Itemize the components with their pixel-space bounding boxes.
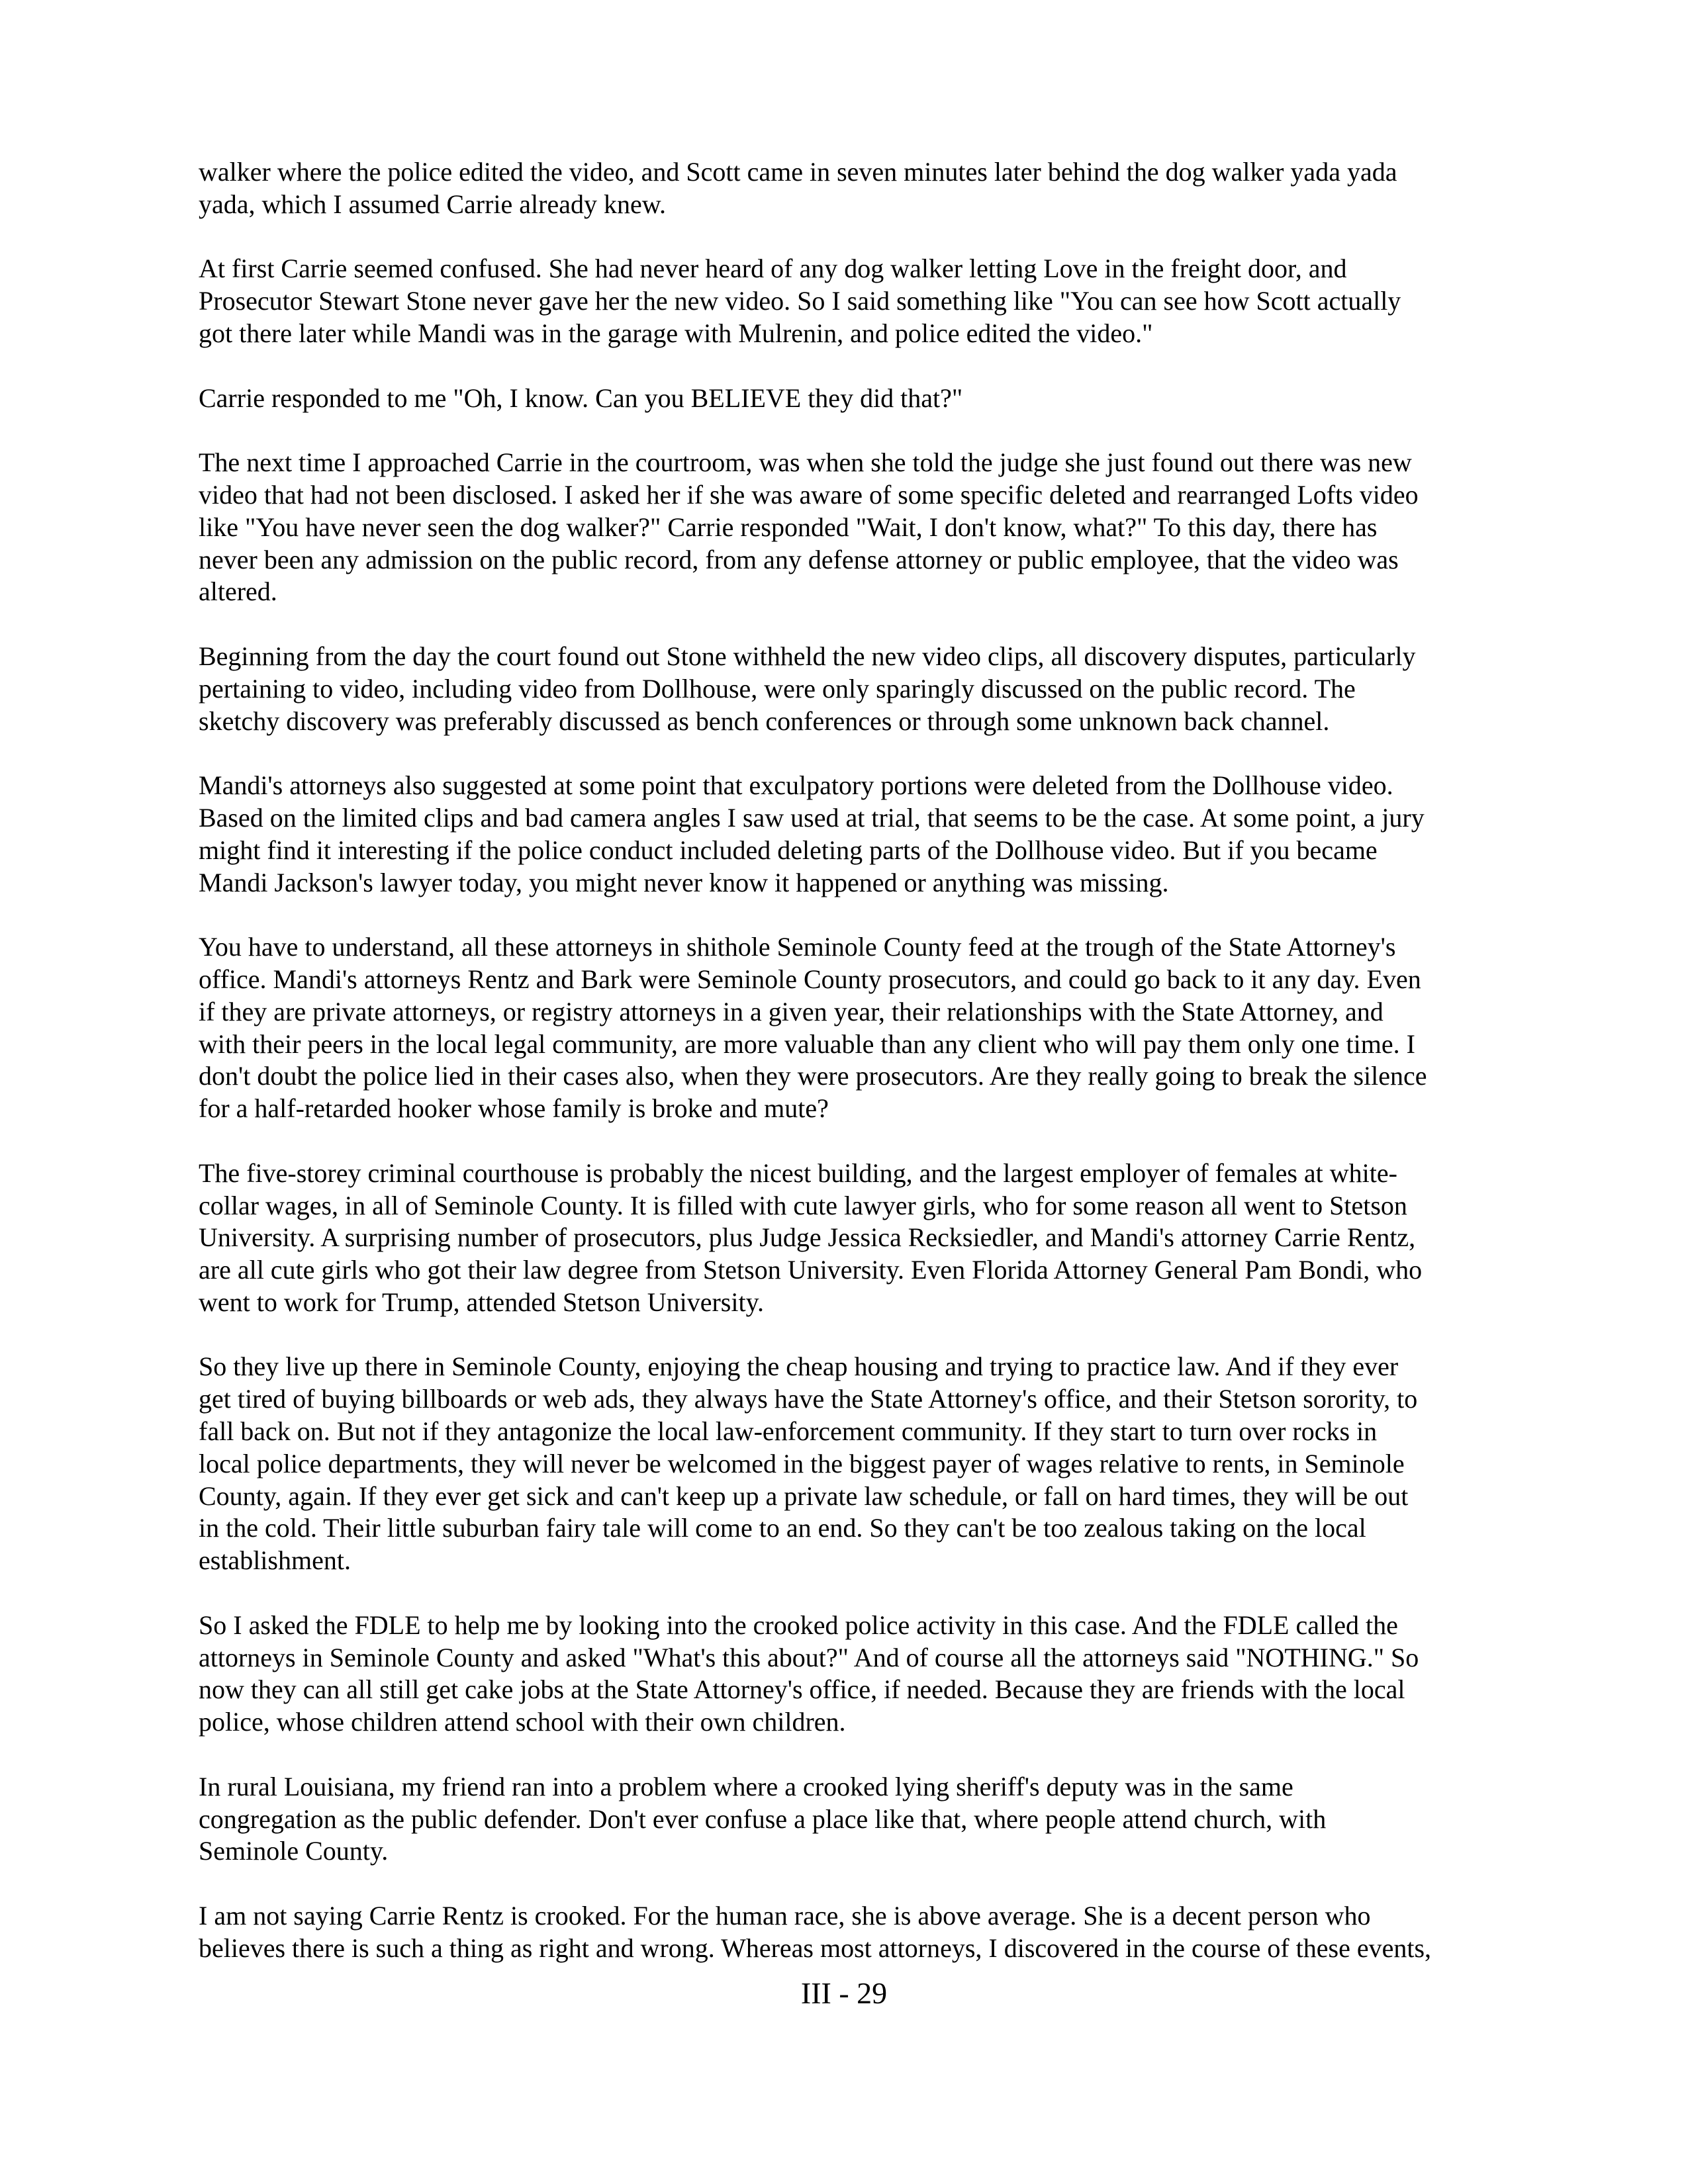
text-line: now they can all still get cake jobs at the State Attorney's office, if needed. Because they are friends with the local bbox=[199, 1674, 1405, 1705]
text-line: police, whose children attend school with their own children. bbox=[199, 1707, 846, 1737]
text-line: At first Carrie seemed confused. She had never heard of any dog walker letting Love in the freight door, and bbox=[199, 253, 1347, 284]
page-number: III - 29 bbox=[800, 1976, 888, 2010]
paragraph bbox=[199, 1610, 1496, 1739]
text-line: Prosecutor Stewart Stone never gave her the new video. So I said something like "You can see how Scott actually bbox=[199, 286, 1401, 316]
text-line: in the cold. Their little suburban fairy tale will come to an end. So they can't be too zealous taking on the local bbox=[199, 1513, 1366, 1543]
text-line: County, again. If they ever get sick and can't keep up a private law schedule, or fall on hard times, they will be out bbox=[199, 1480, 1409, 1511]
text-line: never been any admission on the public record, from any defense attorney or public employee, that the video was bbox=[199, 544, 1399, 574]
text-line: might find it interesting if the police conduct included deleting parts of the Dollhouse video. But if you became bbox=[199, 835, 1378, 865]
text-line: Mandi's attorneys also suggested at some point that exculpatory portions were deleted from the Dollhouse video. bbox=[199, 770, 1393, 801]
text-line: congregation as the public defender. Don't ever confuse a place like that, where people attend church, with bbox=[199, 1803, 1327, 1834]
text-line: collar wages, in all of Seminole County. It is filled with cute lawyer girls, who for some reason all went to Stetson bbox=[199, 1190, 1407, 1220]
text-line: University. A surprising number of prosecutors, plus Judge Jessica Recksiedler, and Mandi's attorney Carrie Rentz, bbox=[199, 1222, 1416, 1253]
text-line: like "You have never seen the dog walker?" Carrie responded "Wait, I don't know, what?" To this day, there has bbox=[199, 512, 1378, 542]
text-line: The five-storey criminal courthouse is probably the nicest building, and the largest employer of females at white- bbox=[199, 1158, 1397, 1188]
paragraph bbox=[199, 253, 1496, 349]
text-line: Based on the limited clips and bad camera angles I saw used at trial, that seems to be the case. At some point, a jury bbox=[199, 802, 1425, 833]
text-line: office. Mandi's attorneys Rentz and Bark were Seminole County prosecutors, and could go back to it any day. Even bbox=[199, 964, 1421, 994]
text-line: I am not saying Carrie Rentz is crooked. For the human race, she is above average. She is a decent person who bbox=[199, 1901, 1371, 1931]
text-line: You have to understand, all these attorneys in shithole Seminole County feed at the trough of the State Attorney's bbox=[199, 932, 1396, 962]
text-line: with their peers in the local legal community, are more valuable than any client who will pay them only one time. I bbox=[199, 1028, 1415, 1059]
paragraph bbox=[199, 1158, 1496, 1319]
text-line: In rural Louisiana, my friend ran into a problem where a crooked lying sheriff's deputy was in the same bbox=[199, 1771, 1293, 1801]
text-line: The next time I approached Carrie in the courtroom, was when she told the judge she just found out there was new bbox=[199, 447, 1412, 478]
text-line: altered. bbox=[199, 576, 277, 607]
text-line: So I asked the FDLE to help me by looking into the crooked police activity in this case. And the FDLE called the bbox=[199, 1610, 1398, 1640]
text-line: got there later while Mandi was in the garage with Mulrenin, and police edited the video." bbox=[199, 318, 1153, 348]
text-line: are all cute girls who got their law degree from Stetson University. Even Florida Attorney General Pam Bondi, who bbox=[199, 1255, 1423, 1285]
text-line: pertaining to video, including video from Dollhouse, were only sparingly discussed on the public record. The bbox=[199, 673, 1356, 704]
text-line: fall back on. But not if they antagonize the local law-enforcement community. If they start to turn over rocks in bbox=[199, 1416, 1378, 1447]
text-line: Mandi Jackson's lawyer today, you might never know it happened or anything was missing. bbox=[199, 867, 1169, 897]
body-text bbox=[199, 156, 1496, 1997]
text-line: sketchy discovery was preferably discussed as bench conferences or through some unknown back channel. bbox=[199, 705, 1330, 736]
text-line: get tired of buying billboards or web ads, they always have the State Attorney's office, and their Stetson sorority, to bbox=[199, 1384, 1418, 1414]
text-line: believes there is such a thing as right and wrong. Whereas most attorneys, I discovered in the course of these events, bbox=[199, 1933, 1432, 1963]
paragraph bbox=[199, 770, 1496, 899]
text-line: Seminole County. bbox=[199, 1836, 389, 1866]
paragraph bbox=[199, 447, 1496, 608]
text-line: walker where the police edited the video, and Scott came in seven minutes later behind the dog walker yada yada bbox=[199, 157, 1397, 187]
text-line: So they live up there in Seminole County, enjoying the cheap housing and trying to practice law. And if they ever bbox=[199, 1351, 1399, 1382]
paragraph bbox=[199, 383, 1496, 415]
text-line: attorneys in Seminole County and asked "What's this about?" And of course all the attorneys said "NOTHING." So bbox=[199, 1642, 1419, 1672]
text-line: for a half-retarded hooker whose family is broke and mute? bbox=[199, 1093, 829, 1124]
text-line: local police departments, they will never be welcomed in the biggest payer of wages relative to rents, in Seminole bbox=[199, 1448, 1405, 1479]
text-line: yada, which I assumed Carrie already knew. bbox=[199, 189, 667, 219]
paragraph bbox=[199, 641, 1496, 737]
text-line: establishment. bbox=[199, 1545, 351, 1576]
paragraph bbox=[199, 1771, 1496, 1868]
text-line: video that had not been disclosed. I asked her if she was aware of some specific deleted and rearranged Lofts video bbox=[199, 479, 1419, 510]
text-line: Carrie responded to me "Oh, I know. Can you BELIEVE they did that?" bbox=[199, 383, 963, 413]
paragraph bbox=[199, 1351, 1496, 1577]
text-line: don't doubt the police lied in their cases also, when they were prosecutors. Are they really going to break the silence bbox=[199, 1061, 1427, 1091]
text-line: went to work for Trump, attended Stetson University. bbox=[199, 1287, 765, 1317]
paragraph bbox=[199, 156, 1496, 221]
text-line: if they are private attorneys, or registry attorneys in a given year, their relationships with the State Attorney, and bbox=[199, 996, 1383, 1026]
text-line: Beginning from the day the court found out Stone withheld the new video clips, all discovery disputes, particularly bbox=[199, 641, 1416, 671]
paragraph bbox=[199, 1900, 1496, 1965]
paragraph bbox=[199, 931, 1496, 1125]
